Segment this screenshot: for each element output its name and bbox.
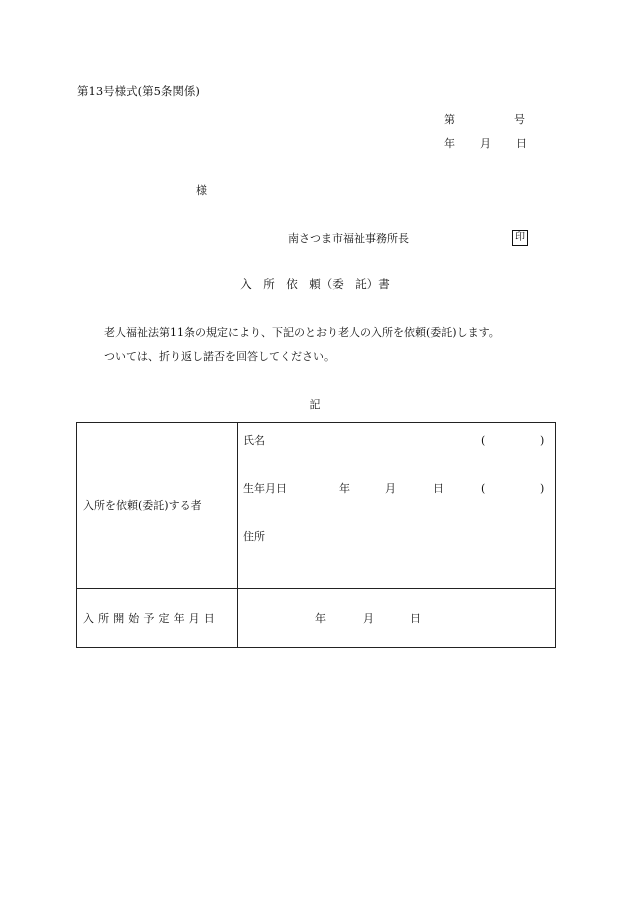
birthdate-day: 日 (433, 482, 444, 495)
name-paren-open: ( (481, 434, 486, 447)
seal-mark: 印 (512, 230, 528, 246)
issuer-name: 南さつま市福祉事務所長 (288, 232, 409, 245)
body-text-line-2: ついては、折り返し諾否を回答してください。 (104, 350, 335, 363)
form-number: 第13号様式(第5条関係) (77, 84, 200, 98)
name-paren-close: ) (540, 434, 545, 447)
birthdate-field-label: 生年月日 (243, 482, 287, 495)
document-title: 入 所 依 頼（委 託）書 (240, 277, 390, 291)
admission-form-table (76, 422, 556, 648)
address-field-label: 住所 (243, 530, 265, 543)
document-number-label: 第 (444, 113, 455, 126)
applicant-label: 入所を依頼(委託)する者 (83, 499, 202, 512)
start-date-label: 入 所 開 始 予 定 年 月 日 (83, 612, 216, 625)
name-field-label: 氏名 (243, 434, 265, 447)
issue-date-day: 日 (516, 137, 527, 150)
birthdate-month: 月 (385, 482, 396, 495)
start-date-month: 月 (363, 612, 374, 625)
start-date-day: 日 (410, 612, 421, 625)
issue-date-month: 月 (480, 137, 491, 150)
table-horizontal-divider (77, 588, 555, 589)
birthdate-paren-open: ( (481, 482, 486, 495)
birthdate-paren-close: ) (540, 482, 545, 495)
issue-date-year: 年 (444, 137, 455, 150)
table-vertical-divider (237, 423, 238, 647)
start-date-year: 年 (315, 612, 326, 625)
addressee-honorific: 様 (196, 184, 207, 197)
document-number-suffix: 号 (514, 113, 525, 126)
ki-heading: 記 (309, 398, 321, 411)
body-text-line-1: 老人福祉法第11条の規定により、下記のとおり老人の入所を依頼(委託)します。 (104, 326, 500, 339)
birthdate-year: 年 (339, 482, 350, 495)
